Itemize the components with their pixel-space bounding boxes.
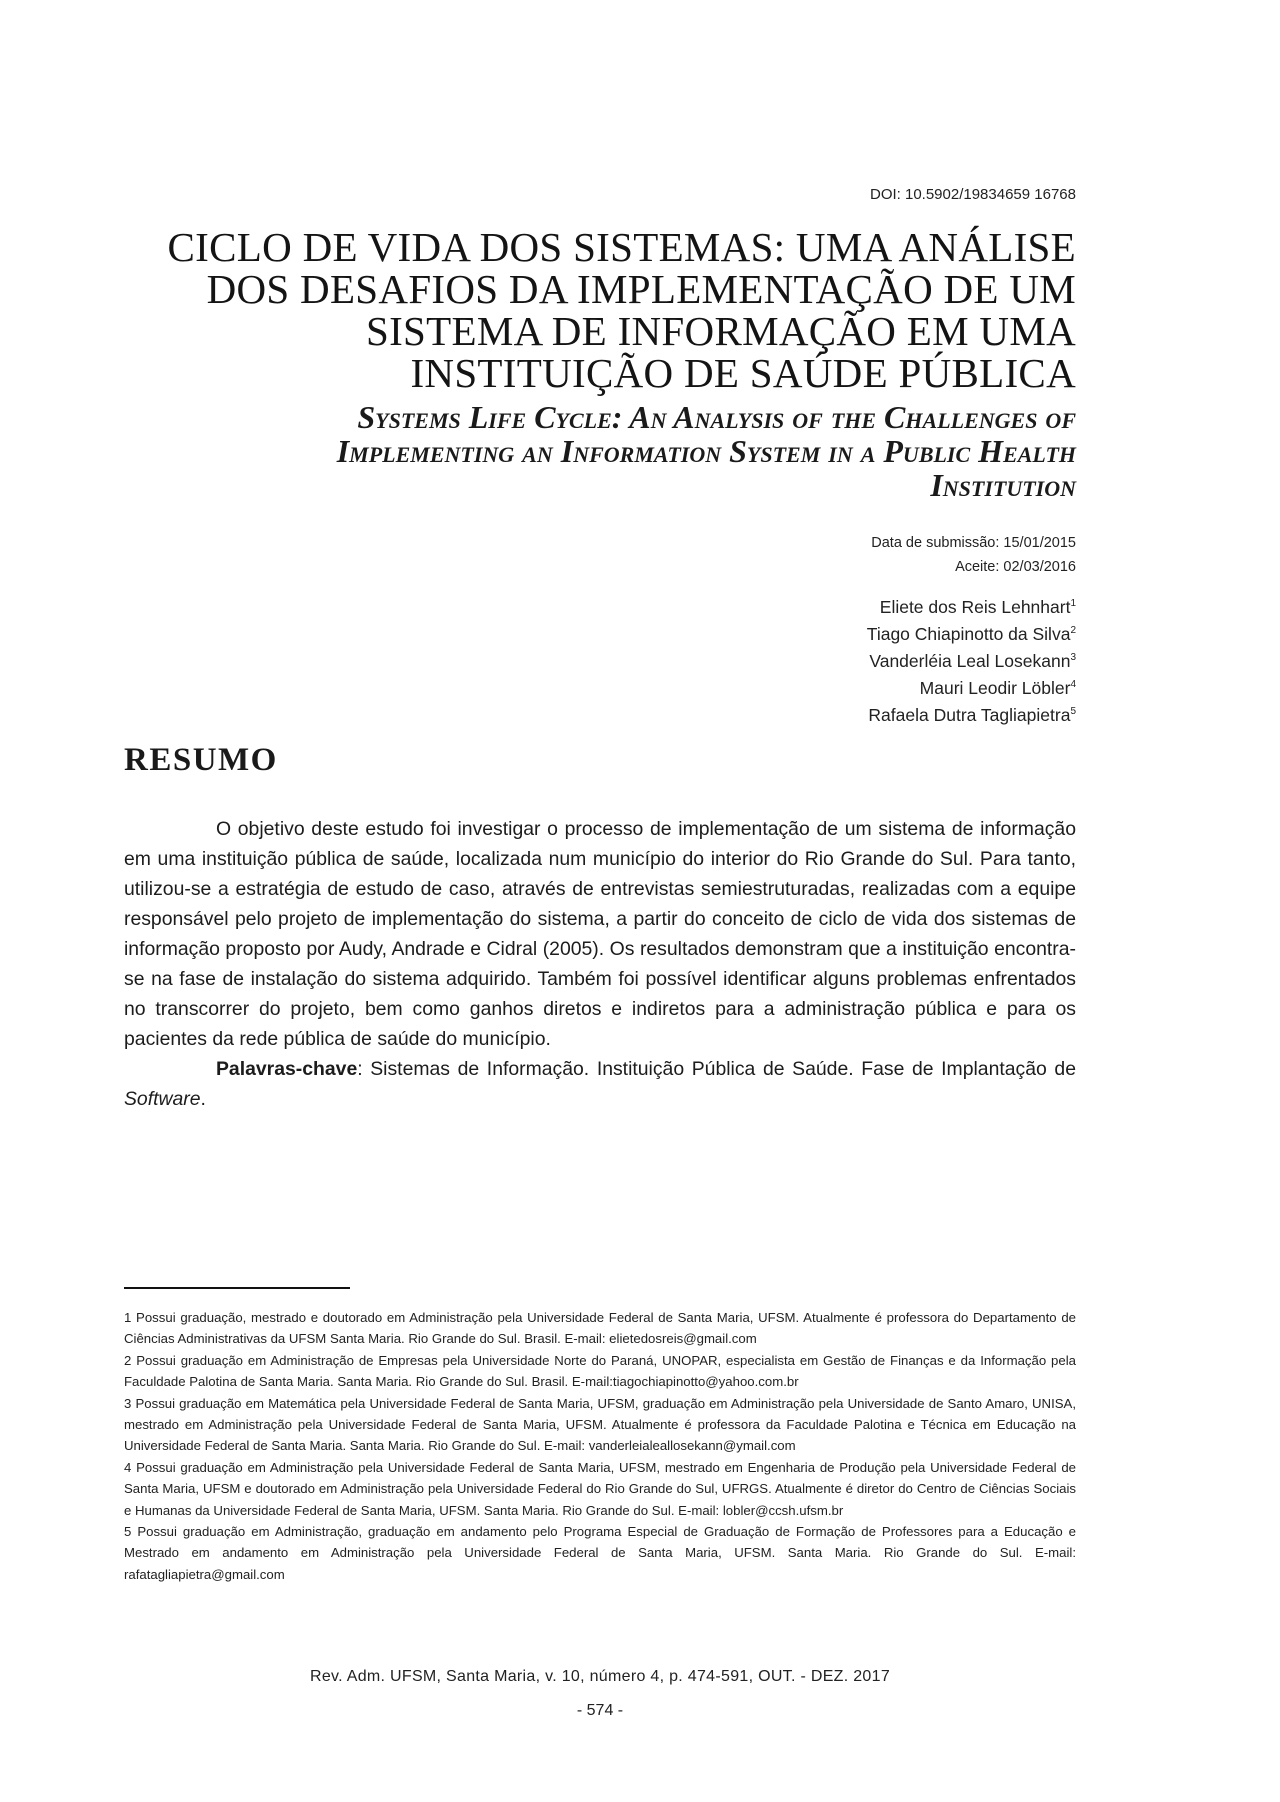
title-en-line: Systems Life Cycle: An Analysis of the Challenges of	[357, 399, 1076, 435]
title-pt-line: DOS DESAFIOS DA IMPLEMENTAÇÃO DE UM	[206, 266, 1076, 312]
author-name: Mauri Leodir Löbler	[919, 678, 1071, 698]
abstract-body: O objetivo deste estudo foi investigar o processo de implementação de um sistema de informação em uma instituição pública de saúde, localizada num município do interior do Rio Grande do Sul. Para tanto, utilizou-se a estratégia de estudo de caso, através de entrevistas semiestruturadas, realizadas com a equipe responsável pelo projeto de implementação do sistema, a partir do conceito de ciclo de vida dos sistemas de informação proposto por Audy, Andrade e Cidral (2005). Os resultados demonstram que a instituição encontra-se na fase de instalação do sistema adquirido. Também foi possível identificar alguns problemas enfrentados no transcorrer do projeto, bem como ganhos diretos e indiretos para a administração pública e para os pacientes da rede pública de saúde do município.	[124, 818, 1076, 1050]
title-pt-line: SISTEMA DE INFORMAÇÃO EM UMA	[365, 308, 1076, 354]
acceptance-date: Aceite: 02/03/2016	[955, 559, 1076, 575]
author-name: Vanderléia Leal Losekann	[869, 651, 1071, 671]
footnotes	[124, 1307, 1076, 1585]
paper-page	[124, 0, 1076, 1802]
title-portuguese	[124, 226, 1076, 394]
title-pt-line: CICLO DE VIDA DOS SISTEMAS: UMA ANÁLISE	[167, 224, 1076, 270]
author-name: Eliete dos Reis Lehnhart	[879, 597, 1071, 617]
footnote: 4 Possui graduação em Administração pela Universidade Federal de Santa Maria, UFSM, mestrado em Engenharia de Produção pela Universidade Federal de Santa Maria, UFSM e doutorado em Administração pela Universidade Federal do Rio Grande do Sul, UFRGS. Atualmente é diretor do Centro de Ciências Sociais e Humanas da Universidade Federal de Santa Maria, UFSM. Santa Maria. Rio Grande do Sul. E-mail: lobler@ccsh.ufsm.br	[124, 1459, 1076, 1518]
submission-date: Data de submissão: 15/01/2015	[871, 535, 1076, 551]
author-footnote-ref: 2	[1070, 625, 1076, 636]
author	[867, 702, 1076, 729]
title-en-line: Institution	[930, 467, 1076, 503]
footnote: 5 Possui graduação em Administração, graduação em andamento pelo Programa Especial de Graduação de Formação de Professores para a Educação e Mestrado em andamento em Administração pela Universidade Federal de Santa Maria, UFSM. Santa Maria. Rio Grande do Sul. E-mail: rafatagliapietra@gmail.com	[124, 1524, 1076, 1582]
keywords-label: Palavras-chave	[216, 1058, 358, 1080]
author-list	[867, 594, 1076, 729]
keywords-end: .	[200, 1088, 206, 1110]
page-number: - 574 -	[576, 1702, 624, 1719]
footnote: 2 Possui graduação em Administração de Empresas pela Universidade Norte do Paraná, UNOPAR, especialista em Gestão de Finanças e da Informação pela Faculdade Palotina de Santa Maria. Santa Maria. Rio Grande do Sul. Brasil. E-mail:tiagochiapinotto@yahoo.com.br	[124, 1352, 1076, 1390]
keywords-italic: Software	[124, 1088, 201, 1110]
author-footnote-ref: 1	[1070, 598, 1076, 609]
author-footnote-ref: 4	[1070, 679, 1076, 690]
doi: DOI: 10.5902/19834659 16768	[869, 186, 1076, 203]
author-footnote-ref: 5	[1070, 706, 1076, 717]
footnote-divider	[124, 1287, 350, 1289]
author	[867, 648, 1076, 675]
journal-citation: Rev. Adm. UFSM, Santa Maria, v. 10, número 4, p. 474-591, OUT. - DEZ. 2017	[309, 1668, 891, 1685]
title-pt-line: INSTITUIÇÃO DE SAÚDE PÚBLICA	[410, 350, 1076, 396]
title-english	[124, 400, 1076, 502]
title-en-line: Implementing an Information System in a Public Health	[336, 433, 1076, 469]
abstract-heading: RESUMO	[124, 742, 278, 778]
author	[867, 675, 1076, 702]
author-name: Rafaela Dutra Tagliapietra	[868, 705, 1071, 725]
footnote: 3 Possui graduação em Matemática pela Universidade Federal de Santa Maria, UFSM, graduação em Administração pela Universidade de Santo Amaro, UNISA, mestrado em Administração pela Universidade Federal de Santa Maria, UFSM. Atualmente é professora da Faculdade Palotina e Técnica em Educação na Universidade Federal de Santa Maria. Santa Maria. Rio Grande do Sul. E-mail: vanderleialeallosekann@ymail.com	[124, 1395, 1076, 1454]
keywords-text: : Sistemas de Informação. Instituição Pública de Saúde. Fase de Implantação de	[357, 1058, 1076, 1080]
footnote: 1 Possui graduação, mestrado e doutorado em Administração pela Universidade Federal de Santa Maria, UFSM. Atualmente é professora do Departamento de Ciências Administrativas da UFSM Santa Maria. Rio Grande do Sul. Brasil. E-mail: elietedosreis@gmail.com	[124, 1310, 1076, 1347]
keywords	[124, 1054, 1076, 1114]
author	[867, 594, 1076, 621]
submission-dates	[871, 531, 1076, 579]
abstract	[124, 814, 1076, 1114]
author-footnote-ref: 3	[1070, 652, 1076, 663]
author-name: Tiago Chiapinotto da Silva	[866, 624, 1071, 644]
author	[867, 621, 1076, 648]
